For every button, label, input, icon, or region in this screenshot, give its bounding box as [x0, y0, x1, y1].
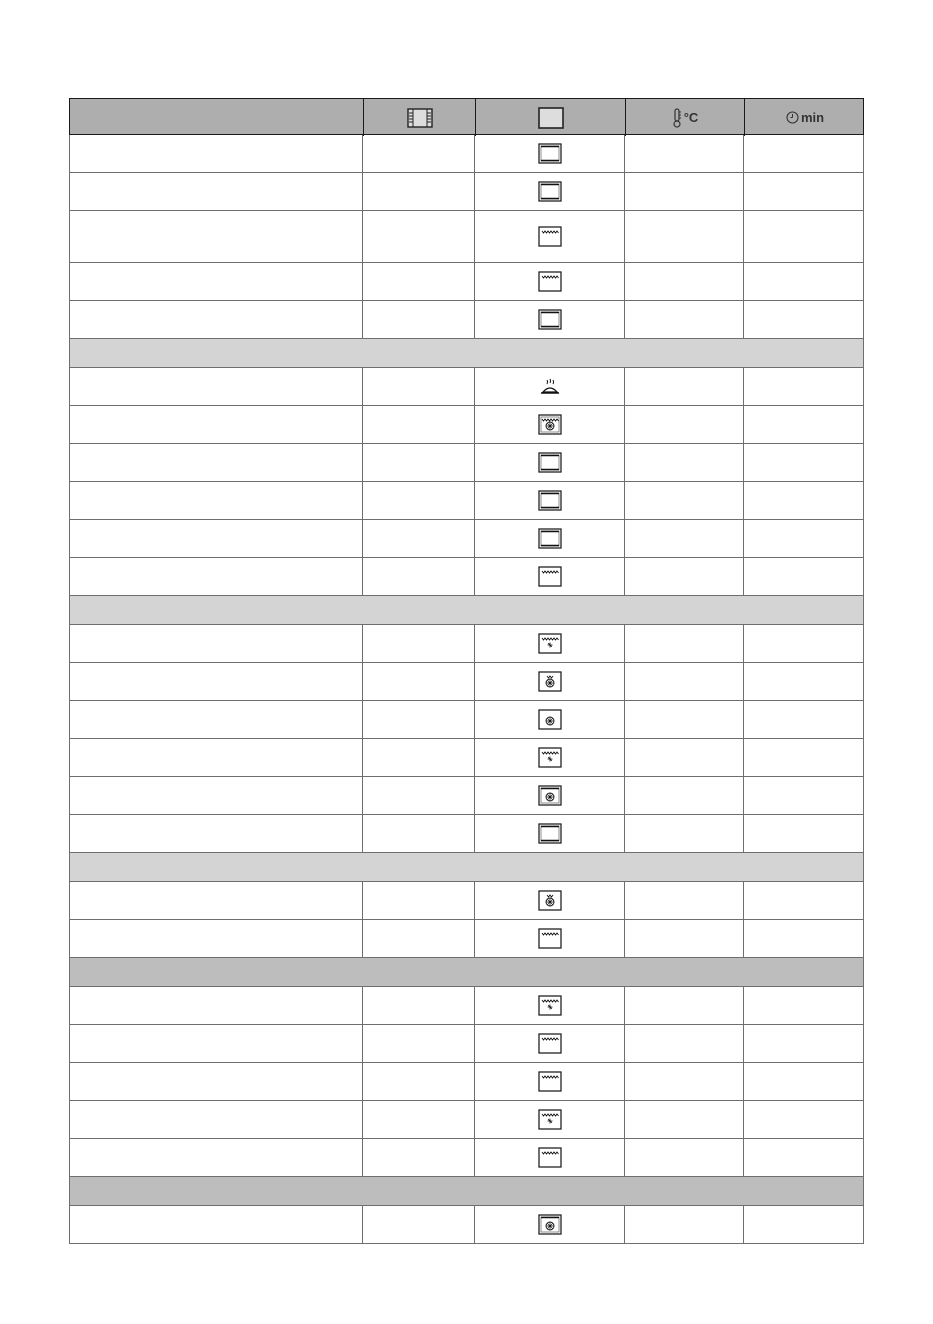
- temperature-cell: [624, 1101, 743, 1138]
- time-cell: [743, 520, 864, 557]
- shelf-cell: [362, 444, 474, 481]
- temperature-cell: [624, 211, 743, 262]
- grill-icon: [538, 1147, 562, 1168]
- function-cell: [474, 1063, 624, 1100]
- shelf-cell: [362, 625, 474, 662]
- function-cell: [474, 920, 624, 957]
- table-row: [69, 1206, 864, 1244]
- table-row: [69, 444, 864, 482]
- table-row: [69, 482, 864, 520]
- section-header-row: [69, 596, 864, 625]
- description-cell: [69, 663, 362, 700]
- time-cell: [743, 815, 864, 852]
- grill-icon: [538, 928, 562, 949]
- description-cell: [69, 1063, 362, 1100]
- description-cell: [69, 520, 362, 557]
- shelf-cell: [362, 815, 474, 852]
- grill-icon: [538, 226, 562, 247]
- grill-icon: [538, 566, 562, 587]
- oven-function-icon: [538, 107, 564, 129]
- turbo-grill-icon: [538, 747, 562, 768]
- table-row: [69, 1063, 864, 1101]
- time-cell: [743, 368, 864, 405]
- turbo-grill-icon: [538, 1109, 562, 1130]
- description-cell: [69, 815, 362, 852]
- time-cell: [743, 482, 864, 519]
- function-cell: [474, 625, 624, 662]
- shelf-cell: [362, 1101, 474, 1138]
- description-cell: [69, 263, 362, 300]
- description-cell: [69, 135, 362, 172]
- time-cell: [743, 920, 864, 957]
- shelf-cell: [362, 882, 474, 919]
- top-bottom-heat-icon: [538, 823, 562, 844]
- description-cell: [69, 173, 362, 210]
- function-cell: [474, 173, 624, 210]
- grill-icon: [538, 1033, 562, 1054]
- section-header-row: [69, 853, 864, 882]
- table-row: [69, 739, 864, 777]
- top-bottom-heat-icon: [538, 181, 562, 202]
- description-cell: [69, 406, 362, 443]
- shelf-cell: [362, 520, 474, 557]
- function-cell: [474, 558, 624, 595]
- function-cell: [474, 987, 624, 1024]
- clock-icon: [786, 111, 799, 124]
- temperature-cell: [624, 663, 743, 700]
- celsius-label: °C: [683, 110, 699, 125]
- table-row: [69, 987, 864, 1025]
- shelf-cell: [362, 135, 474, 172]
- fan-top-bottom-icon: [538, 785, 562, 806]
- description-cell: [69, 301, 362, 338]
- shelf-cell: [362, 406, 474, 443]
- time-cell: [743, 663, 864, 700]
- function-cell: [474, 482, 624, 519]
- function-cell: [474, 882, 624, 919]
- temperature-cell: [624, 920, 743, 957]
- table-row: [69, 815, 864, 853]
- temperature-cell: [624, 263, 743, 300]
- time-cell: [743, 987, 864, 1024]
- time-cell: [743, 1101, 864, 1138]
- temperature-cell: [624, 368, 743, 405]
- grill-icon: [538, 1071, 562, 1092]
- header-time-col: [744, 99, 865, 136]
- table-row: [69, 520, 864, 558]
- function-cell: [474, 368, 624, 405]
- top-bottom-heat-icon: [538, 452, 562, 473]
- shelf-cell: [362, 777, 474, 814]
- temperature-cell: [624, 301, 743, 338]
- description-cell: [69, 558, 362, 595]
- shelf-cell: [362, 701, 474, 738]
- function-cell: [474, 777, 624, 814]
- description-cell: [69, 444, 362, 481]
- function-cell: [474, 1025, 624, 1062]
- header-shelf-col: [363, 99, 475, 136]
- header-function-col: [475, 99, 625, 136]
- temperature-cell: [624, 406, 743, 443]
- time-cell: [743, 301, 864, 338]
- description-cell: [69, 1101, 362, 1138]
- temperature-cell: [624, 987, 743, 1024]
- description-cell: [69, 1206, 362, 1243]
- function-cell: [474, 1206, 624, 1243]
- time-cell: [743, 1139, 864, 1176]
- table-row: [69, 211, 864, 263]
- table-row: [69, 920, 864, 958]
- description-cell: [69, 739, 362, 776]
- temperature-cell: [624, 815, 743, 852]
- temperature-cell: [624, 173, 743, 210]
- temperature-cell: [624, 882, 743, 919]
- shelf-cell: [362, 663, 474, 700]
- fan-icon: [538, 709, 562, 730]
- temperature-cell: [624, 1025, 743, 1062]
- temperature-cell: [624, 520, 743, 557]
- shelf-cell: [362, 1063, 474, 1100]
- description-cell: [69, 1025, 362, 1062]
- table-row: [69, 777, 864, 815]
- temperature-cell: [624, 482, 743, 519]
- temperature-cell: [624, 1206, 743, 1243]
- time-cell: [743, 558, 864, 595]
- turbo-grill-icon: [538, 633, 562, 654]
- time-cell: [743, 701, 864, 738]
- table-row: [69, 368, 864, 406]
- function-cell: [474, 663, 624, 700]
- table-row: [69, 1101, 864, 1139]
- table-row: [69, 663, 864, 701]
- time-cell: [743, 135, 864, 172]
- shelf-cell: [362, 920, 474, 957]
- description-cell: [69, 920, 362, 957]
- description-cell: [69, 368, 362, 405]
- description-cell: [69, 777, 362, 814]
- time-cell: [743, 211, 864, 262]
- function-cell: [474, 815, 624, 852]
- shelf-level-icon: [407, 108, 433, 128]
- table-row: [69, 882, 864, 920]
- description-cell: [69, 1139, 362, 1176]
- time-cell: [743, 1206, 864, 1243]
- shelf-cell: [362, 1206, 474, 1243]
- shelf-cell: [362, 1025, 474, 1062]
- section-header-row: [69, 1177, 864, 1206]
- shelf-cell: [362, 211, 474, 262]
- table-header: [69, 98, 864, 135]
- function-cell: [474, 701, 624, 738]
- fan-grill-icon: [538, 414, 562, 435]
- shelf-cell: [362, 482, 474, 519]
- function-cell: [474, 444, 624, 481]
- time-cell: [743, 739, 864, 776]
- top-bottom-heat-icon: [538, 143, 562, 164]
- section-header-row: [69, 958, 864, 987]
- temperature-cell: [624, 777, 743, 814]
- function-cell: [474, 211, 624, 262]
- time-cell: [743, 1025, 864, 1062]
- shelf-cell: [362, 173, 474, 210]
- function-cell: [474, 739, 624, 776]
- description-cell: [69, 211, 362, 262]
- time-cell: [743, 263, 864, 300]
- thermometer-icon: [672, 108, 682, 128]
- table-row: [69, 1025, 864, 1063]
- time-cell: [743, 444, 864, 481]
- temperature-cell: [624, 1063, 743, 1100]
- time-cell: [743, 777, 864, 814]
- function-cell: [474, 1139, 624, 1176]
- temperature-cell: [624, 625, 743, 662]
- shelf-cell: [362, 368, 474, 405]
- table-row: [69, 558, 864, 596]
- temperature-cell: [624, 558, 743, 595]
- grill-icon: [538, 271, 562, 292]
- shelf-cell: [362, 987, 474, 1024]
- section-header-row: [69, 339, 864, 368]
- shelf-cell: [362, 263, 474, 300]
- description-cell: [69, 882, 362, 919]
- description-cell: [69, 987, 362, 1024]
- shelf-cell: [362, 558, 474, 595]
- description-cell: [69, 701, 362, 738]
- top-bottom-heat-icon: [538, 490, 562, 511]
- table-row: [69, 263, 864, 301]
- top-bottom-heat-icon: [538, 528, 562, 549]
- table-row: [69, 406, 864, 444]
- time-cell: [743, 173, 864, 210]
- function-cell: [474, 1101, 624, 1138]
- table-row: [69, 135, 864, 173]
- dish-steam-icon: [538, 376, 562, 397]
- temperature-cell: [624, 739, 743, 776]
- turbo-grill-icon: [538, 995, 562, 1016]
- shelf-cell: [362, 301, 474, 338]
- time-cell: [743, 625, 864, 662]
- table-row: [69, 1139, 864, 1177]
- function-cell: [474, 263, 624, 300]
- function-cell: [474, 406, 624, 443]
- temperature-cell: [624, 1139, 743, 1176]
- function-cell: [474, 135, 624, 172]
- table-row: [69, 173, 864, 211]
- description-cell: [69, 482, 362, 519]
- min-label: min: [800, 110, 825, 125]
- fan-top-heat-icon: [538, 890, 562, 911]
- time-cell: [743, 406, 864, 443]
- fan-top-bottom-icon: [538, 1214, 562, 1235]
- fan-top-heat-icon: [538, 671, 562, 692]
- top-bottom-heat-icon: [538, 309, 562, 330]
- description-cell: [69, 625, 362, 662]
- time-cell: [743, 1063, 864, 1100]
- table-row: [69, 701, 864, 739]
- header-temp-col: [625, 99, 744, 136]
- table-row: [69, 625, 864, 663]
- temperature-cell: [624, 444, 743, 481]
- shelf-cell: [362, 1139, 474, 1176]
- table-row: [69, 301, 864, 339]
- shelf-cell: [362, 739, 474, 776]
- temperature-cell: [624, 701, 743, 738]
- time-cell: [743, 882, 864, 919]
- temperature-cell: [624, 135, 743, 172]
- function-cell: [474, 520, 624, 557]
- function-cell: [474, 301, 624, 338]
